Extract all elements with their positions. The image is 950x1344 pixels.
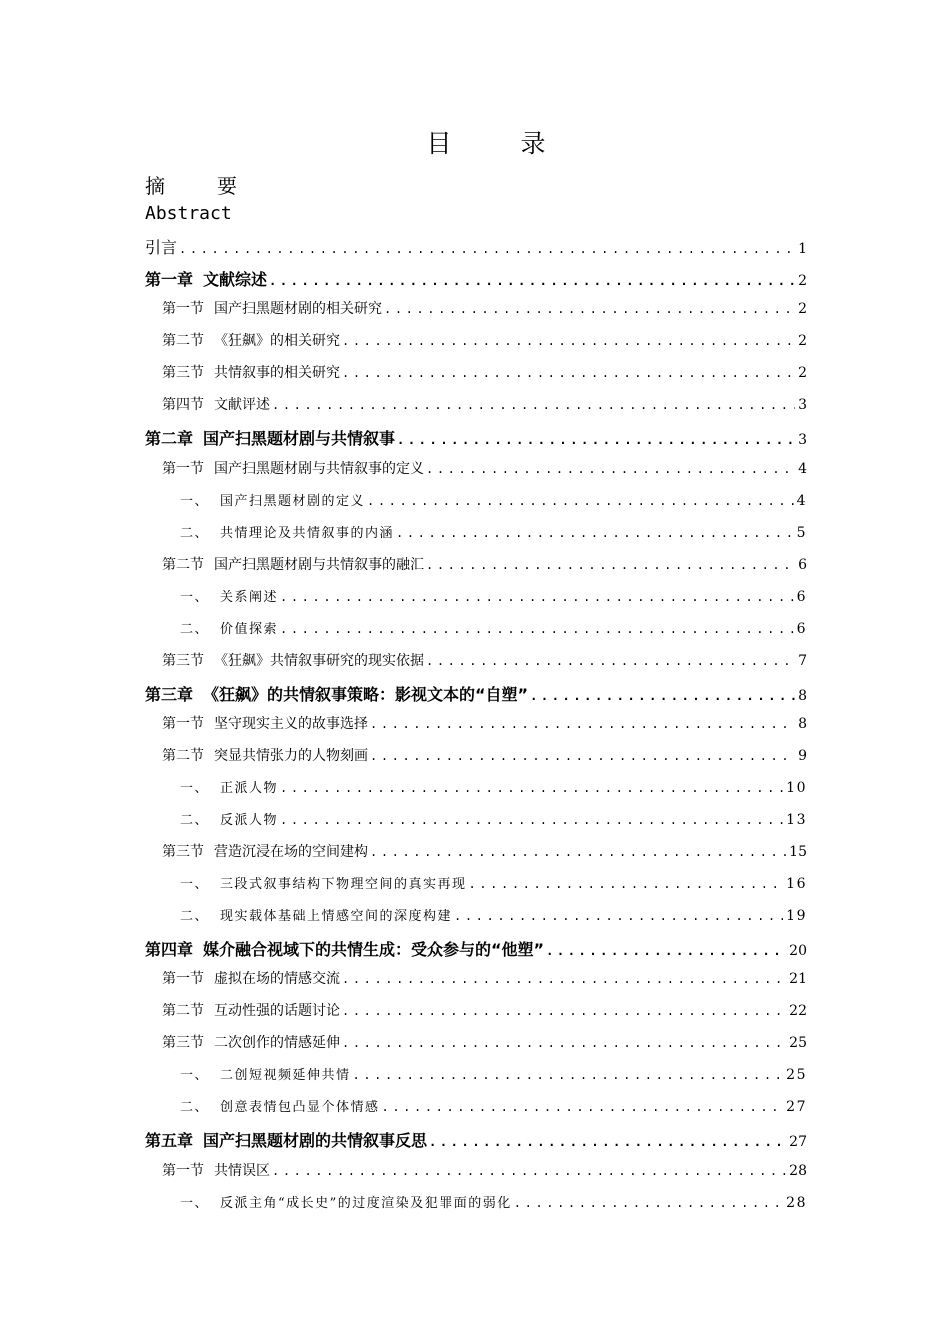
leader-dots: [370, 749, 795, 763]
toc-entry-title: 营造沉浸在场的空间建构: [214, 844, 368, 860]
toc-entry-label: 第二章: [145, 429, 194, 448]
toc-entry-title: 正派人物: [220, 781, 279, 796]
toc-entry[interactable]: [0, 490, 807, 516]
toc-entry-title: 共情叙事的相关研究: [214, 365, 340, 381]
toc-entry-title: 共情误区: [214, 1163, 270, 1179]
toc-page-number: 3: [798, 397, 807, 413]
leader-dots: [342, 1004, 786, 1018]
toc-page-number: 27: [786, 1099, 807, 1115]
toc-page-number: 8: [798, 716, 807, 732]
toc-entry[interactable]: [0, 298, 807, 324]
toc-entry[interactable]: [0, 1192, 807, 1218]
leader-dots: [272, 1164, 786, 1178]
leader-dots: [269, 274, 795, 288]
toc-entry[interactable]: [0, 937, 807, 963]
toc-page-number: 4: [796, 493, 807, 509]
toc-entry-title: 媒介融合视域下的共情生成：受众参与的“他塑”: [203, 940, 545, 959]
toc-page-number: 2: [798, 273, 807, 289]
toc-entry-label: 二、: [180, 813, 210, 828]
toc-entry-label: 第三节: [162, 844, 204, 860]
toc-entry-label: 第三节: [162, 365, 204, 381]
leader-dots: [426, 654, 795, 668]
toc-entry-title: 创意表情包凸显个体情感: [220, 1100, 380, 1115]
leader-dots: [367, 494, 794, 508]
toc-entry[interactable]: [0, 1096, 807, 1122]
toc-page-number: 19: [786, 908, 807, 924]
toc-entry-title: 文献评述: [214, 397, 270, 413]
leader-dots: [429, 1135, 786, 1149]
toc-entry[interactable]: [0, 905, 807, 931]
toc-entry-title: 国产扫黑题材剧与共情叙事的融汇: [214, 557, 424, 573]
toc-entry-title: 共情理论及共情叙事的内涵: [220, 526, 395, 541]
abstract-en-heading: Abstract: [145, 203, 232, 224]
toc-entry[interactable]: [0, 554, 807, 580]
toc-entry-label: 第二节: [162, 1003, 204, 1019]
toc-page-number: 8: [798, 688, 807, 704]
leader-dots: [370, 845, 786, 859]
abstract-cn-heading: 摘 要: [145, 174, 253, 198]
toc-entry[interactable]: [0, 330, 807, 356]
toc-entry-title: 坚守现实主义的故事选择: [214, 716, 368, 732]
toc-entry-title: 引言: [145, 238, 178, 257]
toc-entry[interactable]: [0, 1064, 807, 1090]
toc-entry-title: 国产扫黑题材剧与共情叙事的定义: [214, 461, 424, 477]
toc-entry-title: 二次创作的情感延伸: [214, 1035, 340, 1051]
leader-dots: [280, 781, 783, 795]
toc-entry-title: 《狂飙》的相关研究: [214, 333, 340, 349]
toc-entry-label: 第二节: [162, 557, 204, 573]
toc-entry-title: 国产扫黑题材剧的相关研究: [214, 301, 382, 317]
toc-entry-label: 一、: [180, 1068, 210, 1083]
toc-entry[interactable]: [0, 1160, 807, 1186]
leader-dots: [272, 398, 795, 412]
toc-entry-label: 一、: [180, 781, 210, 796]
toc-entry-label: 一、: [180, 590, 210, 605]
leader-dots: [514, 1196, 783, 1210]
toc-entry-label: 第一节: [162, 301, 204, 317]
toc-entry-label: 一、: [180, 494, 210, 509]
leader-dots: [179, 242, 795, 256]
toc-entry[interactable]: [0, 713, 807, 739]
leader-dots: [469, 877, 784, 891]
leader-dots: [353, 1068, 784, 1082]
toc-page-number: 28: [789, 1163, 807, 1179]
toc-entry[interactable]: [0, 650, 807, 676]
leader-dots: [280, 813, 783, 827]
toc-entry-label: 第一节: [162, 461, 204, 477]
toc-entry-title: 现实载体基础上情感空间的深度构建: [220, 909, 453, 924]
toc-page-number: 2: [798, 333, 807, 349]
toc-entry[interactable]: [0, 362, 807, 388]
toc-entry-title: 互动性强的话题讨论: [214, 1003, 340, 1019]
toc-entry-label: 第一节: [162, 716, 204, 732]
toc-entry[interactable]: [0, 426, 807, 452]
toc-entry[interactable]: [0, 458, 807, 484]
toc-page-number: 20: [789, 943, 807, 959]
toc-entry-label: 一、: [180, 877, 210, 892]
toc-entry-title: 文献综述: [203, 270, 268, 289]
toc-entry-title: 反派主角“成长史”的过度渲染及犯罪面的弱化: [220, 1196, 512, 1211]
toc-entry-title: 国产扫黑题材剧的共情叙事反思: [203, 1131, 428, 1150]
toc-page-number: 22: [789, 1003, 807, 1019]
toc-entry-title: 虚拟在场的情感交流: [214, 971, 340, 987]
toc-entry-label: 二、: [180, 526, 210, 541]
toc-page-number: 16: [786, 876, 807, 892]
leader-dots: [426, 558, 795, 572]
toc-entry[interactable]: [0, 522, 807, 548]
toc-entry-label: 第二节: [162, 333, 204, 349]
leader-dots: [280, 622, 794, 636]
toc-entry-title: 反派人物: [220, 813, 279, 828]
toc-entry-label: 二、: [180, 909, 210, 924]
toc-entry[interactable]: [0, 1000, 807, 1026]
toc-page-number: 25: [786, 1067, 807, 1083]
toc-entry-label: 第三章: [145, 685, 194, 704]
toc-entry-label: 第一节: [162, 971, 204, 987]
leader-dots: [530, 689, 795, 703]
leader-dots: [342, 334, 795, 348]
toc-entry[interactable]: [0, 267, 807, 293]
leader-dots: [370, 717, 795, 731]
leader-dots: [397, 433, 795, 447]
toc-entry-label: 第一节: [162, 1163, 204, 1179]
toc-entry-label: 二、: [180, 622, 210, 637]
toc-page-number: 21: [789, 971, 807, 987]
toc-entry-label: 二、: [180, 1100, 210, 1115]
toc-entry[interactable]: [0, 841, 807, 867]
toc-entry[interactable]: [0, 1032, 807, 1058]
toc-page-number: 7: [798, 653, 807, 669]
toc-page-number: 1: [798, 241, 807, 257]
toc-entry-title: 关系阐述: [220, 590, 279, 605]
toc-page-number: 2: [798, 301, 807, 317]
toc-page-number: 5: [796, 525, 807, 541]
toc-entry[interactable]: [0, 873, 807, 899]
toc-entry[interactable]: [0, 777, 807, 803]
toc-entry-intro[interactable]: [0, 235, 807, 261]
toc-page-number: 4: [798, 461, 807, 477]
toc-entry-label: 第四章: [145, 940, 194, 959]
leader-dots: [382, 1100, 784, 1114]
toc-page-number: 28: [786, 1195, 807, 1211]
toc-entry-label: 第二节: [162, 748, 204, 764]
toc-entry-title: 《狂飙》共情叙事研究的现实依据: [214, 653, 424, 669]
toc-page-number: 2: [798, 365, 807, 381]
toc-page-number: 13: [786, 812, 807, 828]
toc-entry-label: 第三节: [162, 653, 204, 669]
leader-dots: [454, 909, 783, 923]
toc-entry-title: 国产扫黑题材剧与共情叙事: [203, 429, 396, 448]
toc-entry[interactable]: [0, 682, 807, 708]
toc-entry[interactable]: [0, 745, 807, 771]
toc-entry[interactable]: [0, 968, 807, 994]
toc-entry-title: 《狂飙》的共情叙事策略：影视文本的“自塑”: [203, 685, 529, 704]
toc-entry[interactable]: [0, 394, 807, 420]
page-title: 目 录: [426, 129, 568, 158]
toc-page-number: 6: [796, 589, 807, 605]
toc-page-number: 3: [798, 432, 807, 448]
toc-entry-label: 第五章: [145, 1131, 194, 1150]
toc-page-number: 25: [789, 1035, 807, 1051]
leader-dots: [342, 972, 786, 986]
leader-dots: [342, 1036, 786, 1050]
toc-entry-title: 二创短视频延伸共情: [220, 1068, 351, 1083]
leader-dots: [396, 526, 794, 540]
toc-entry-label: 第一章: [145, 270, 194, 289]
toc-page-number: 9: [798, 748, 807, 764]
toc-entry-label: 第三节: [162, 1035, 204, 1051]
toc-page-number: 6: [796, 621, 807, 637]
toc-entry[interactable]: [0, 586, 807, 612]
toc-entry[interactable]: [0, 1128, 807, 1154]
toc-page-number: 6: [798, 557, 807, 573]
toc-page-number: 27: [789, 1134, 807, 1150]
leader-dots: [546, 944, 786, 958]
toc-entry-title: 价值探索: [220, 622, 279, 637]
leader-dots: [342, 366, 795, 380]
leader-dots: [384, 302, 795, 316]
toc-entry-label: 第四节: [162, 397, 204, 413]
toc-entry[interactable]: [0, 809, 807, 835]
toc-entry-label: 一、: [180, 1196, 210, 1211]
toc-entry-title: 国产扫黑题材剧的定义: [220, 494, 366, 509]
toc-entry[interactable]: [0, 618, 807, 644]
toc-page-number: 15: [789, 844, 807, 860]
toc-entry-title: 三段式叙事结构下物理空间的真实再现: [220, 877, 467, 892]
leader-dots: [280, 590, 794, 604]
leader-dots: [426, 462, 795, 476]
toc-page-number: 10: [786, 780, 807, 796]
toc-entry-title: 突显共情张力的人物刻画: [214, 748, 368, 764]
